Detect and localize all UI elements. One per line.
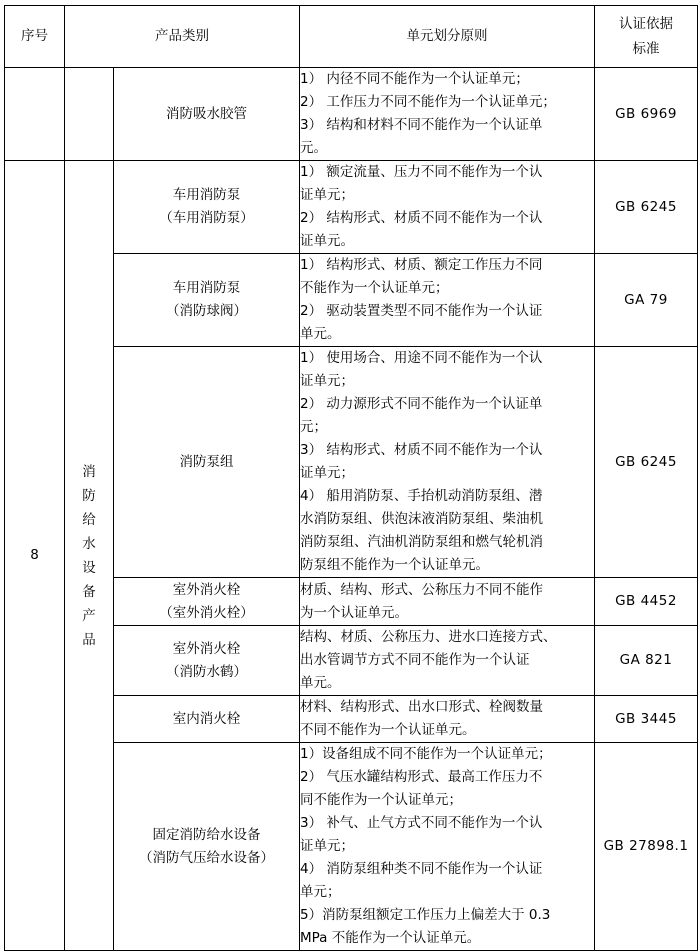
rule-line: 元。	[300, 140, 327, 156]
rule-line: 单元。	[300, 675, 341, 691]
cell-rules	[300, 68, 595, 161]
cell-standard: GA 79	[595, 254, 698, 347]
header-category: 产品类别	[65, 6, 300, 68]
header-seq: 序号	[5, 6, 65, 68]
rule-line: 材料、结构形式、出水口形式、栓阀数量	[300, 699, 543, 715]
rule-line: 不能作为一个认证单元；	[300, 280, 449, 296]
cell-product: 消防泵组	[114, 347, 300, 578]
table-header-row	[5, 6, 698, 68]
rule-line: 1） 使用场合、用途不同不能作为一个认	[300, 350, 543, 366]
cell-group	[65, 161, 114, 951]
rule-line: 4） 消防泵组种类不同不能作为一个认证	[300, 861, 543, 877]
rule-line: 出水管调节方式不同不能作为一个认证	[300, 652, 530, 668]
rule-line: 5）消防泵组额定工作压力上偏差大于 0.3	[300, 907, 551, 923]
rule-line: 2） 工作压力不同不能作为一个认证单元；	[300, 94, 556, 110]
header-rule: 单元划分原则	[300, 6, 595, 68]
rule-line: MPa 不能作为一个认证单元。	[300, 930, 481, 946]
cell-rules	[300, 696, 595, 743]
cell-rules	[300, 161, 595, 254]
rule-line: 不同不能作为一个认证单元。	[300, 722, 476, 738]
rule-line: 1） 内径不同不能作为一个认证单元；	[300, 71, 529, 87]
cell-product: 室内消火栓	[114, 696, 300, 743]
rule-line: 证单元；	[300, 465, 354, 481]
cell-seq	[5, 68, 65, 161]
rule-line: 元；	[300, 419, 327, 435]
rule-line: 3） 结构形式、材质不同不能作为一个认	[300, 442, 543, 458]
cell-group	[65, 68, 114, 161]
cell-standard: GA 821	[595, 626, 698, 696]
cell-rules	[300, 578, 595, 626]
cell-product: 固定消防给水设备 （消防气压给水设备）	[114, 743, 300, 951]
table-row	[5, 68, 698, 161]
cell-standard: GB 6245	[595, 161, 698, 254]
cell-product: 车用消防泵 （车用消防泵）	[114, 161, 300, 254]
rule-line: 证单元；	[300, 373, 354, 389]
cell-product: 消防吸水胶管	[114, 68, 300, 161]
cell-product: 室外消火栓 （室外消火栓）	[114, 578, 300, 626]
certification-unit-table	[4, 5, 698, 951]
rule-line: 单元；	[300, 884, 341, 900]
rule-line: 1） 结构形式、材质、额定工作压力不同	[300, 257, 543, 273]
rule-line: 材质、结构、形式、公称压力不同不能作	[300, 581, 543, 598]
cell-standard: GB 3445	[595, 696, 698, 743]
cell-product: 室外消火栓 （消防水鹤）	[114, 626, 300, 696]
rule-line: 2） 动力源形式不同不能作为一个认证单	[300, 396, 543, 412]
rule-line: 2） 结构形式、材质不同不能作为一个认	[300, 210, 543, 226]
cell-rules	[300, 254, 595, 347]
group-label: 消防给水设备产品	[82, 463, 96, 648]
rule-line: 防泵组不能作为一个认证单元。	[300, 557, 489, 573]
rule-line: 3） 补气、止气方式不同不能作为一个认	[300, 815, 543, 831]
rule-line: 证单元；	[300, 838, 354, 854]
rule-line: 水消防泵组、供泡沫液消防泵组、柴油机	[300, 511, 543, 527]
rule-line: 同不能作为一个认证单元；	[300, 792, 462, 808]
rule-line: 2） 气压水罐结构形式、最高工作压力不	[300, 769, 543, 785]
cell-rules	[300, 626, 595, 696]
cell-rules	[300, 347, 595, 578]
rule-line: 证单元。	[300, 233, 354, 249]
rule-line: 证单元；	[300, 187, 354, 203]
rule-line: 3） 结构和材料不同不能作为一个认证单	[300, 117, 543, 133]
cell-seq: 8	[5, 161, 65, 951]
cell-standard: GB 27898.1	[595, 743, 698, 951]
rule-line: 消防泵组、汽油机消防泵组和燃气轮机消	[300, 534, 543, 550]
rule-line: 4） 船用消防泵、手抬机动消防泵组、潜	[300, 488, 543, 504]
cell-product: 车用消防泵 （消防球阀）	[114, 254, 300, 347]
rule-line: 单元。	[300, 326, 341, 342]
rule-line: 为一个认证单元。	[300, 604, 408, 621]
rule-line: 结构、材质、公称压力、进水口连接方式、	[300, 629, 557, 645]
cell-standard: GB 6969	[595, 68, 698, 161]
rule-line: 1） 额定流量、压力不同不能作为一个认	[300, 164, 543, 180]
cell-rules	[300, 743, 595, 951]
cell-standard: GB 6245	[595, 347, 698, 578]
table-row	[5, 161, 698, 254]
rule-line: 1）设备组成不同不能作为一个认证单元；	[300, 746, 552, 762]
cell-standard: GB 4452	[595, 578, 698, 626]
header-basis: 认证依据标准	[595, 6, 698, 68]
rule-line: 2） 驱动装置类型不同不能作为一个认证	[300, 303, 543, 319]
